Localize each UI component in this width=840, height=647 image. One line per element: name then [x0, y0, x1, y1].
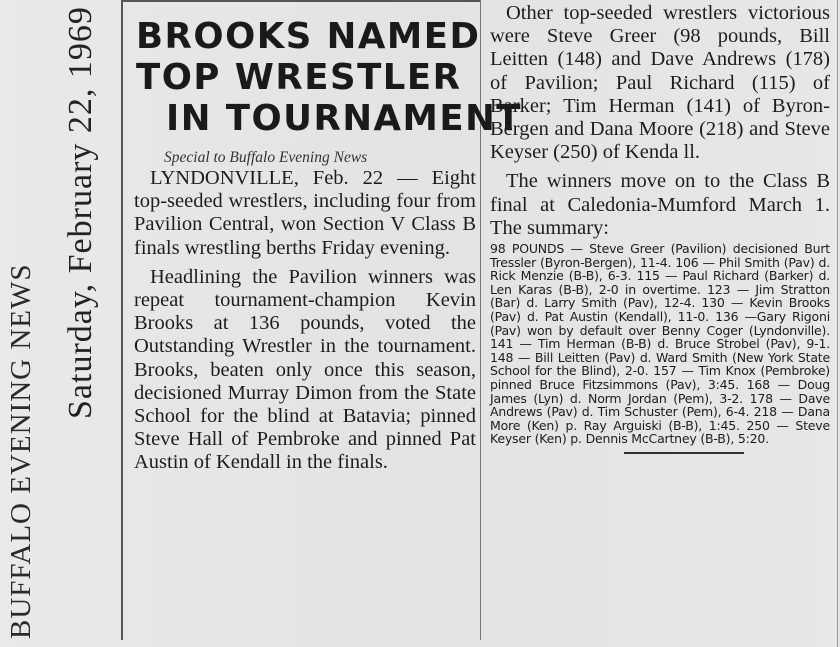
article-body-right: [490, 2, 830, 240]
headline-line-3: IN TOURNAMENT: [166, 98, 523, 139]
paragraph-other-winners: Other top-seeded wrestlers victorious were Steve Greer (98 pounds, Bill Leitten (148) and Dave Andrews (178) of Pavilion; Paul Richard (115) of Barker; Tim Herman (141) of Byron-Bergen and Dana Moore (218) and Steve Keyser (250) of Kenda ll.: [490, 2, 830, 164]
headline-line-1: BROOKS NAMED: [136, 16, 481, 57]
end-rule: [624, 452, 744, 454]
paragraph-lead: LYNDONVILLE, Feb. 22 — Eight top-seeded wrestlers, including four from Pavilion Central, won Section V Class B finals wrestling berths Friday evening.: [134, 167, 476, 259]
article-column-right: [484, 2, 834, 454]
article-column-left: [128, 2, 523, 475]
headline: [136, 16, 523, 139]
byline-credit: Special to Buffalo Evening News: [164, 149, 368, 166]
paragraph-brooks: Headlining the Pavilion winners was repeat tournament-champion Kevin Brooks at 136 pounds, voted the Outstanding Wrestler in the tournament. Brooks, beaten only once this season, decisioned Murray Dimon from the State School for the blind at Batavia; pinned Steve Hall of Pembroke and pinned Pat Austin of Kendall in the finals.: [134, 265, 476, 474]
article-clipping: [124, 2, 838, 642]
article-body-left: [134, 167, 476, 475]
headline-line-2: TOP WRESTLER: [136, 57, 462, 98]
masthead-strip: [0, 0, 118, 647]
left-border-rule: [121, 0, 123, 640]
masthead: BUFFALO EVENING NEWS: [5, 263, 37, 639]
results-summary: 98 POUNDS — Steve Greer (Pavilion) decisioned Burt Tressler (Byron-Bergen), 11-4. 106 — Phil Smith (Pav) d. Rick Menzie (B-B), 6-3. 115 — Paul Richard (Barker) d. Len Karas (B-B), 2-0 in overtime. 123 — Jim Stratton (Bar) d. Larry Smith (Pav), 12-4. 130 — Kevin Brooks (Pav) d. Pat Austin (Kendall), 11-0. 136 —Gary Rigoni (Pav) won by default over Benny Coger (Lyndonville). 141 — Tim Herman (B-B) d. Bruce Strobel (Pav), 9-1. 148 — Bill Leitten (Pav) d. Ward Smith (New York State School for the Blind), 2-0. 157 — Tim Knox (Pembroke) pinned Bruce Fitzsimmons (Pav), 3:45. 168 — Doug James (Lyn) d. Norm Jordan (Pem), 3-2. 178 — Dave Andrews (Pav) d. Tim Schuster (Pem), 6-4. 218 — Dana More (Ken) p. Ray Arguiski (B-B), 1:45. 250 — Steve Keyser (Ken) p. Dennis McCartney (B-B), 5:20.: [490, 241, 830, 447]
paragraph-summary-intro: The winners move on to the Class B final at Caledonia-Mumford March 1. The summary:: [490, 170, 830, 239]
dateline: Saturday, February 22, 1969: [62, 6, 99, 419]
